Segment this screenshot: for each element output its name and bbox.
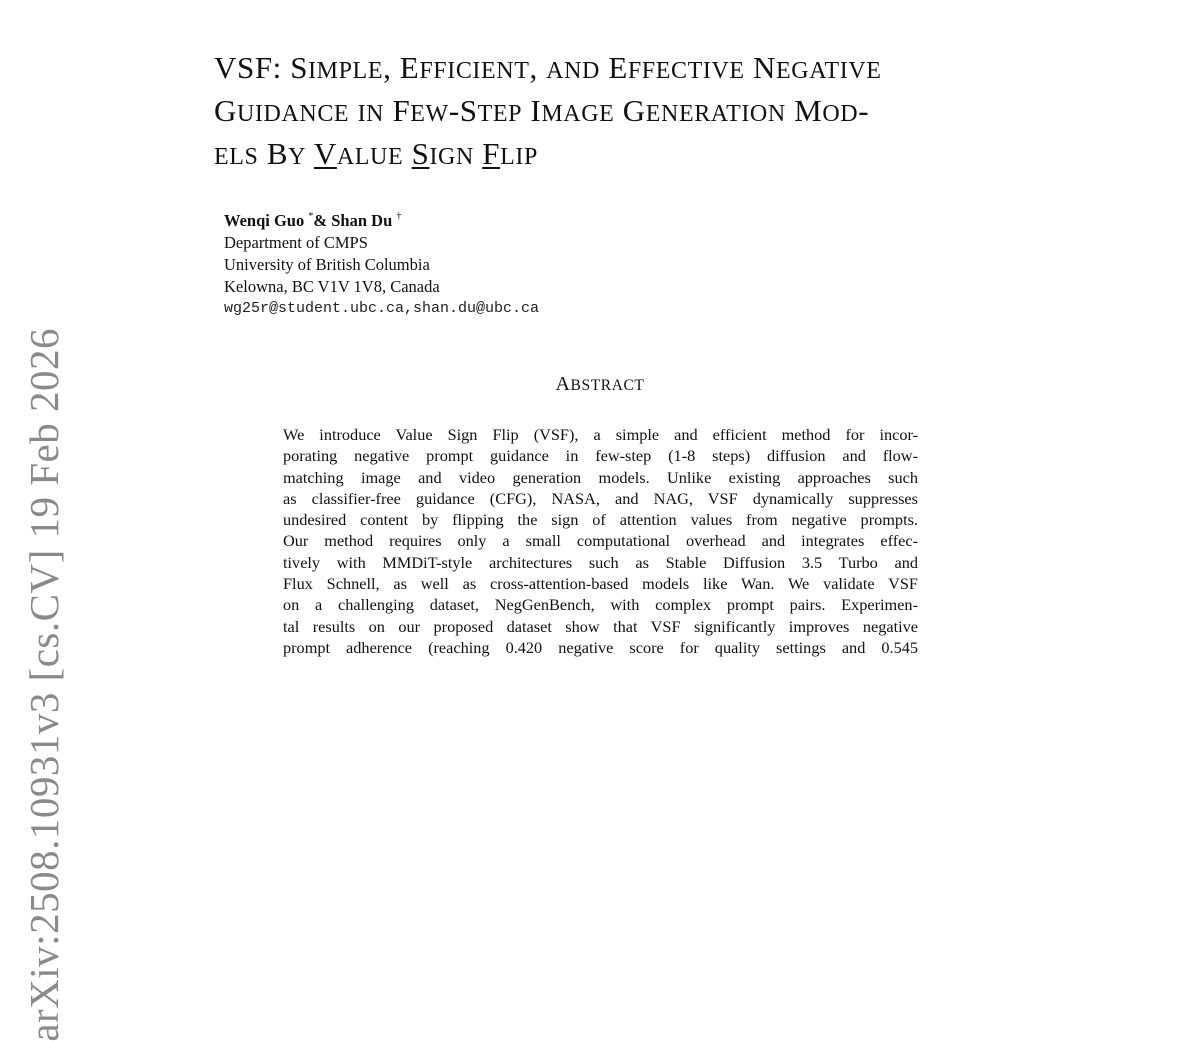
star-footnote-mark: *: [308, 211, 314, 222]
author-department: Department of CMPS: [224, 233, 368, 252]
author-names: Wenqi Guo *& Shan Du †: [224, 211, 402, 230]
title-line-2: GUIDANCE IN FEW-STEP IMAGE GENERATION MOD-: [214, 93, 870, 128]
abstract-line: Our method requires only a small computational overhead and integrates effec-: [283, 531, 918, 551]
arxiv-identifier: arXiv:2508.10931v3 [cs.CV] 19 Feb 2026: [21, 328, 67, 1042]
title-underlined-s: S: [411, 136, 430, 171]
abstract-heading: ABSTRACT: [555, 373, 645, 395]
abstract-line: tal results on our proposed dataset show that VSF significantly improves negative: [283, 616, 918, 636]
abstract-line: undesired content by flipping the sign of attention values from negative prompts.: [283, 510, 918, 530]
dagger-footnote-mark: †: [396, 211, 402, 222]
paper-title: [214, 48, 1014, 177]
abstract-line: as classifier-free guidance (CFG), NASA, and NAG, VSF dynamically suppresses: [283, 488, 918, 508]
abstract-body: [283, 424, 918, 658]
author-university: University of British Columbia: [224, 255, 430, 274]
title-line-3: ELS BY VALUE SIGN FLIP: [214, 136, 538, 171]
author-block: [224, 206, 824, 320]
arxiv-side-stamp: [20, 328, 72, 1042]
author-address: Kelowna, BC V1V 1V8, Canada: [224, 277, 440, 296]
title-line-1: VSF: SIMPLE, EFFICIENT, AND EFFECTIVE NEGATIVE: [214, 50, 882, 85]
abstract-line: Flux Schnell, as well as cross-attention-based models like Wan. We validate VSF: [283, 574, 918, 594]
abstract-line: on a challenging dataset, NegGenBench, with complex prompt pairs. Experimen-: [283, 595, 918, 615]
abstract-line: matching image and video generation models. Unlike existing approaches such: [283, 467, 918, 487]
abstract-line: porating negative prompt guidance in few-step (1-8 steps) diffusion and flow-: [283, 446, 918, 466]
abstract-line: tively with MMDiT-style architectures such as Stable Diffusion 3.5 Turbo and: [283, 552, 918, 572]
abstract-line: prompt adherence (reaching 0.420 negative score for quality settings and 0.545: [283, 637, 918, 657]
abstract-line: We introduce Value Sign Flip (VSF), a simple and efficient method for incor-: [283, 425, 918, 444]
title-underlined-f: F: [482, 136, 501, 171]
title-underlined-v: V: [313, 136, 337, 171]
author-email: wg25r@student.ubc.ca,shan.du@ubc.ca: [224, 300, 540, 317]
